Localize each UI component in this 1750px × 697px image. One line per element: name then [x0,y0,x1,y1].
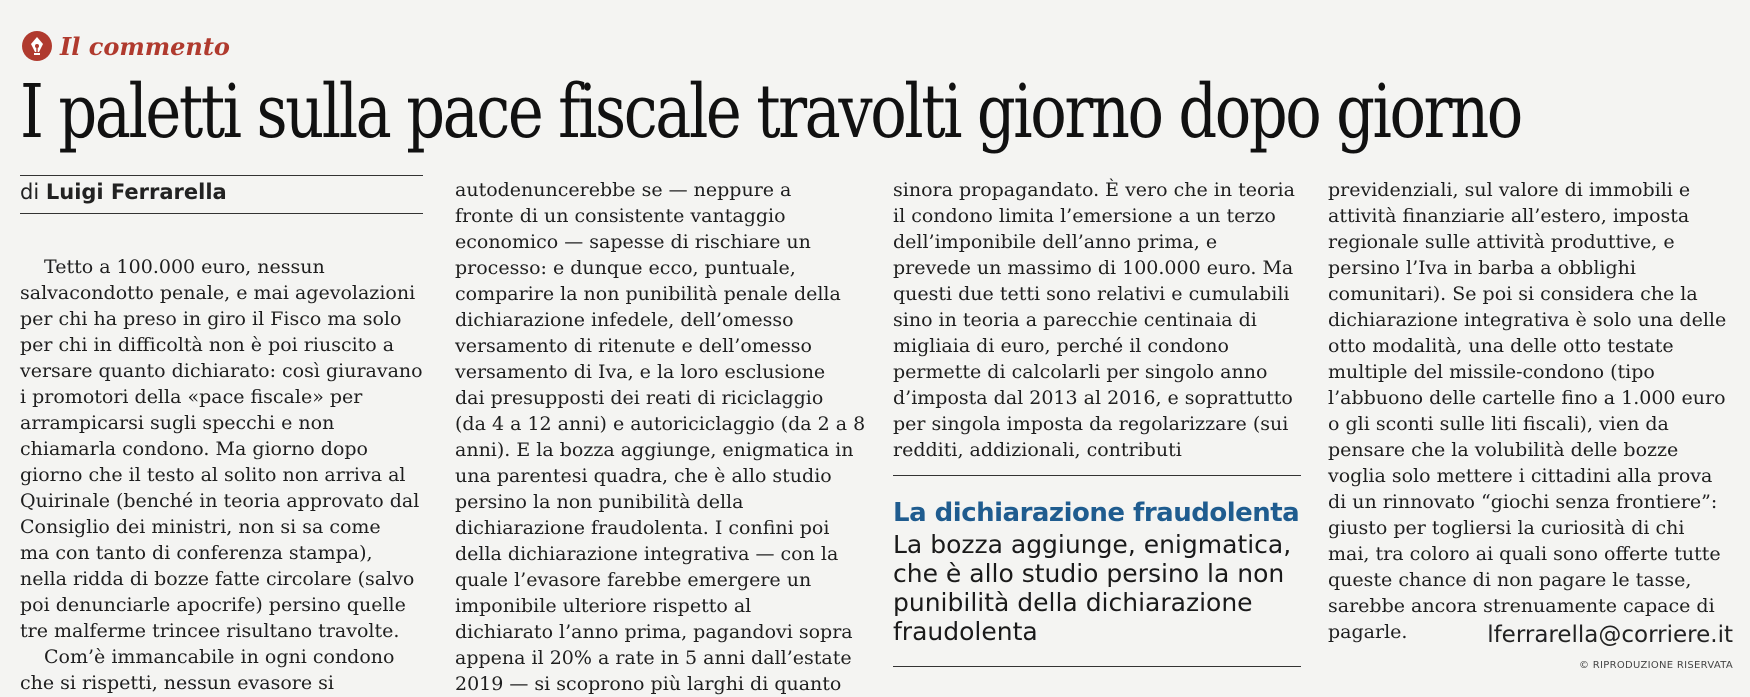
text-line: regionale sulle attività produttive, e [1328,231,1675,253]
pullquote-text [893,530,1291,646]
text-line: comparire la non punibilità penale della [455,283,841,305]
pullquote-bottom-rule [893,666,1301,667]
text-line: l’abbuono delle cartelle fino a 1.000 euro [1328,387,1726,409]
text-line: o gli sconti sulle liti fiscali), vien da [1328,413,1669,435]
text-line: permette di calcolarli per singolo anno [893,361,1268,383]
text-line: pagarle. [1328,621,1408,643]
text-line: mai, tra coloro ai quali sono offerte tutte [1328,543,1721,565]
text-line: persino la non punibilità della [455,491,744,513]
text-line: della dichiarazione integrativa — con la [455,543,839,565]
text-line: i promotori della «pace fiscale» per [20,386,363,408]
text-line: nella ridda di bozze fatte circolare (salvo [20,568,415,590]
kicker [22,30,230,62]
text-line: per chi in difficoltà non è poi riuscito a [20,334,395,356]
pullquote-line: che è allo studio persino la non [893,559,1285,588]
pullquote-line: punibilità della dichiarazione [893,588,1253,617]
text-line: per chi ha preso in giro il Fisco ma solo [20,308,402,330]
text-line: che si rispetti, nessun evasore si [20,672,334,694]
text-line: anni). E la bozza aggiunge, enigmatica in [455,439,854,461]
text-line: fronte di un consistente vantaggio [455,205,786,227]
text-line: d’imposta dal 2013 al 2016, e soprattutto [893,387,1293,409]
text-line: una parentesi quadra, che è allo studio [455,465,832,487]
text-line: imponibile ulteriore rispetto al [455,595,752,617]
text-line: dichiarazione fraudolenta. I confini poi [455,517,830,539]
pen-nib-icon [22,31,52,61]
byline-rule [20,175,423,176]
text-line: versamento di Iva, e la loro esclusione [455,361,826,383]
text-line: dichiarazione infedele, dell’omesso [455,309,794,331]
text-line: dichiarazione integrativa è solo una delle [1328,309,1727,331]
text-line: giusto per togliersi la curiosità di chi [1328,517,1685,539]
text-line: voglia solo mettere i cittadini alla prova [1328,465,1713,487]
text-line: ma con tanto di conferenza stampa), [20,542,373,564]
text-line: Tetto a 100.000 euro, nessun [44,256,325,278]
text-line: autodenuncerebbe se — neppure a [455,179,792,201]
text-line: Quirinale (benché in teoria approvato dal [20,490,420,512]
byline-bottom-rule [20,213,423,214]
text-line: chiamarla condono. Ma giorno dopo [20,438,368,460]
text-line: dichiarato l’anno prima, pagandovi sopra [455,621,853,643]
text-line: il condono limita l’emersione a un terzo [893,205,1276,227]
text-line: Com’è immancabile in ogni condono [44,646,395,668]
text-line: 2019 — si scoprono più larghi di quanto [455,673,842,695]
text-line: Consiglio dei ministri, non si sa come [20,516,381,538]
text-line: questi due tetti sono relativi e cumulabili [893,283,1290,305]
text-line: arrampicarsi sugli specchi e non [20,412,335,434]
text-line: sino in teoria a parecchie centinaia di [893,309,1257,331]
text-line: poi denunciarle apocrife) persino quelle [20,594,406,616]
text-line: appena il 20% a rate in 5 anni dall’estate [455,647,852,669]
author-email[interactable]: lferrarella@corriere.it [1487,622,1733,648]
byline [20,180,227,204]
text-line: tre malferme trincee risultano travolte. [20,620,400,642]
byline-author: Luigi Ferrarella [45,180,227,204]
text-line: pensare che la volubilità delle bozze [1328,439,1679,461]
text-line: otto modalità, una delle otto testate [1328,335,1674,357]
text-line: redditi, addizionali, contributi [893,439,1182,461]
text-line: dai presupposti dei reati di riciclaggio [455,387,824,409]
text-line: salvacondotto penale, e mai agevolazioni [20,282,416,304]
article-column-4 [1328,177,1726,645]
text-line: di un rinnovato “giochi senza frontiere”: [1328,491,1718,513]
pullquote-title: La dichiarazione fraudolenta [893,498,1300,528]
article-column-2 [455,177,865,697]
text-line: previdenziali, sul valore di immobili e [1328,179,1691,201]
text-line: processo: e dunque ecco, puntuale, [455,257,796,279]
text-line: sinora propagandato. È vero che in teoria [893,179,1295,201]
kicker-label: Il commento [60,31,230,61]
article-column-3 [893,177,1295,463]
text-line: persino l’Iva in barba a obblighi [1328,257,1636,279]
text-line: versamento di ritenute e dell’omesso [455,335,812,357]
text-line: versare quanto dichiarato: così giuravano [20,360,423,382]
text-line: economico — sapesse di rischiare un [455,231,811,253]
text-line: multiple del missile-condono (tipo [1328,361,1655,383]
pullquote-line: La bozza aggiunge, enigmatica, [893,530,1292,559]
pullquote-top-rule [893,475,1301,476]
headline: I paletti sulla pace fiscale travolti giorno dopo giorno [20,69,1521,155]
text-line: dell’imponibile dell’anno prima, e [893,231,1218,253]
text-line: per singola imposta da regolarizzare (sui [893,413,1289,435]
text-line: giorno che il testo al solito non arriva al [20,464,406,486]
byline-prefix: di [20,180,40,204]
text-line: comunitari). Se poi si considera che la [1328,283,1698,305]
text-line: (da 4 a 12 anni) e autoriciclaggio (da 2 a 8 [455,413,866,435]
text-line: queste chance di non pagare le tasse, [1328,569,1692,591]
text-line: attività finanziarie all’estero, imposta [1328,205,1690,227]
text-line: migliaia di euro, perché il condono [893,335,1229,357]
pullquote-line: fraudolenta [893,617,1038,646]
copyright-notice: © RIPRODUZIONE RISERVATA [1578,660,1733,671]
text-line: quale l’evasore farebbe emergere un [455,569,812,591]
text-line: sarebbe ancora strenuamente capace di [1328,595,1715,617]
text-line: prevede un massimo di 100.000 euro. Ma [893,257,1294,279]
article-column-1 [20,254,423,696]
